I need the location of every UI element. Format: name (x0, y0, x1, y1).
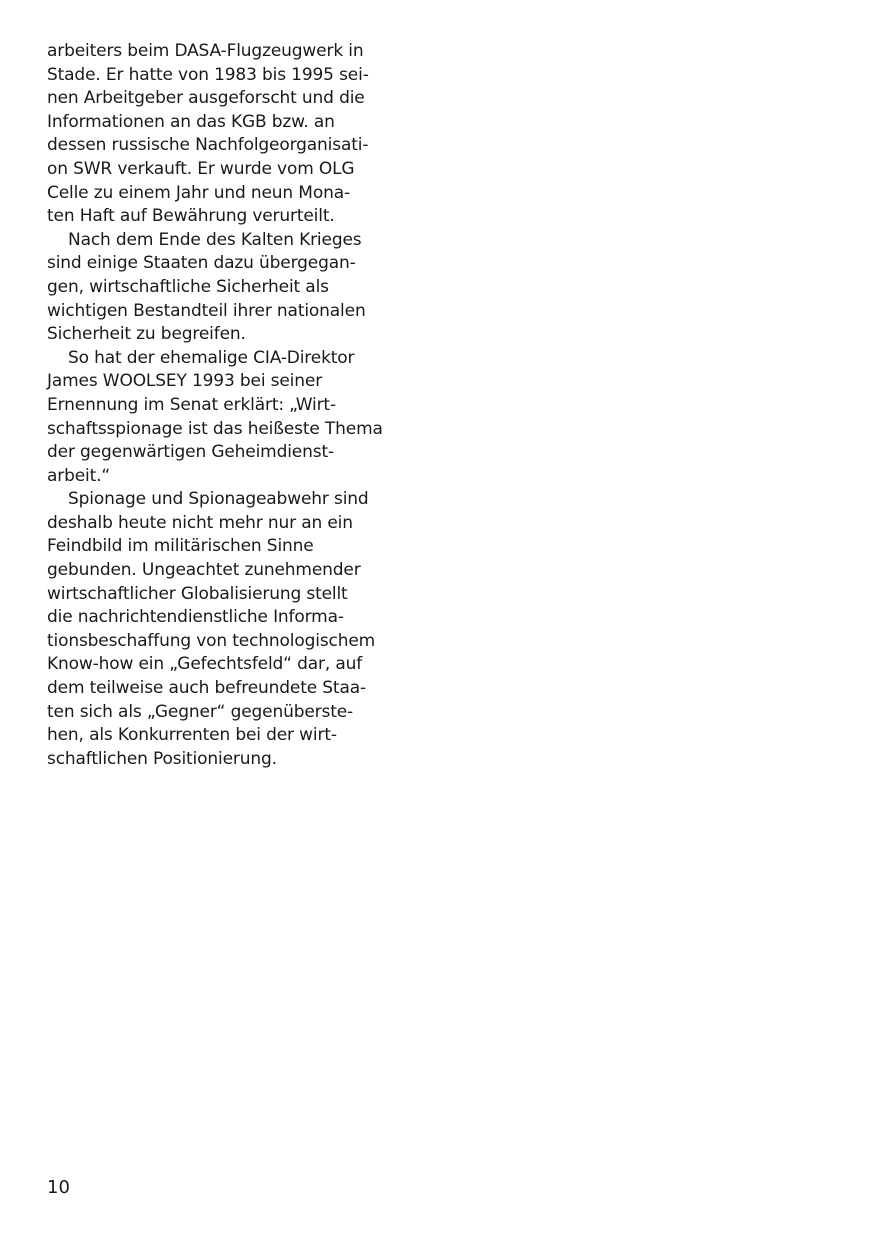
text-line: deshalb heute nicht mehr nur an ein (47, 512, 353, 533)
paragraph-4 (47, 488, 407, 771)
text-line: on SWR verkauft. Er wurde vom OLG (47, 158, 355, 179)
paragraph-2 (47, 229, 407, 347)
text-line: Know-how ein „Gefechtsfeld“ dar, auf (47, 654, 363, 675)
text-line: ten Haft auf Bewährung verurteilt. (47, 206, 335, 227)
text-line: Informationen an das KGB bzw. an (47, 111, 335, 132)
text-line: tionsbeschaffung von technologischem (47, 630, 376, 651)
text-line: schaftlichen Positionierung. (47, 748, 277, 769)
text-line: arbeit.“ (47, 465, 111, 486)
text-line: hen, als Konkurrenten bei der wirt- (47, 725, 337, 746)
text-line: wirtschaftlicher Globalisierung stellt (47, 583, 348, 604)
text-line: ten sich als „Gegner“ gegenüberste- (47, 701, 354, 722)
text-line: die nachrichtendienstliche Informa- (47, 607, 344, 628)
text-line: Spionage und Spionageabwehr sind (68, 489, 369, 510)
text-line: arbeiters beim DASA-Flugzeugwerk in (47, 41, 364, 61)
text-line: schaftsspionage ist das heißeste Thema (47, 418, 383, 439)
paragraph-3 (47, 347, 407, 489)
text-line: sind einige Staaten dazu übergegan- (47, 253, 356, 274)
text-line: Celle zu einem Jahr und neun Mona- (47, 182, 350, 203)
text-line: Nach dem Ende des Kalten Krieges (68, 229, 362, 250)
text-column (47, 40, 407, 771)
text-line: James WOOLSEY 1993 bei seiner (47, 371, 323, 392)
text-line: nen Arbeitgeber ausgeforscht und die (47, 88, 365, 109)
text-line: Sicherheit zu begreifen. (47, 324, 246, 345)
text-line: der gegenwärtigen Geheimdienst- (47, 442, 334, 463)
text-line: gen, wirtschaftliche Sicherheit als (47, 276, 329, 297)
page-number: 10 (47, 1177, 70, 1198)
text-line: dessen russische Nachfolgeorganisati- (47, 135, 369, 156)
text-line: Ernennung im Senat erklärt: „Wirt- (47, 394, 336, 415)
text-line: So hat der ehemalige CIA-Direktor (68, 347, 355, 368)
text-line: Stade. Er hatte von 1983 bis 1995 sei- (47, 64, 369, 85)
text-line: dem teilweise auch befreundete Staa- (47, 678, 366, 699)
text-line: gebunden. Ungeachtet zunehmender (47, 560, 361, 581)
text-line: wichtigen Bestandteil ihrer nationalen (47, 300, 366, 321)
paragraph-1 (47, 40, 407, 229)
text-line: Feindbild im militärischen Sinne (47, 536, 314, 557)
